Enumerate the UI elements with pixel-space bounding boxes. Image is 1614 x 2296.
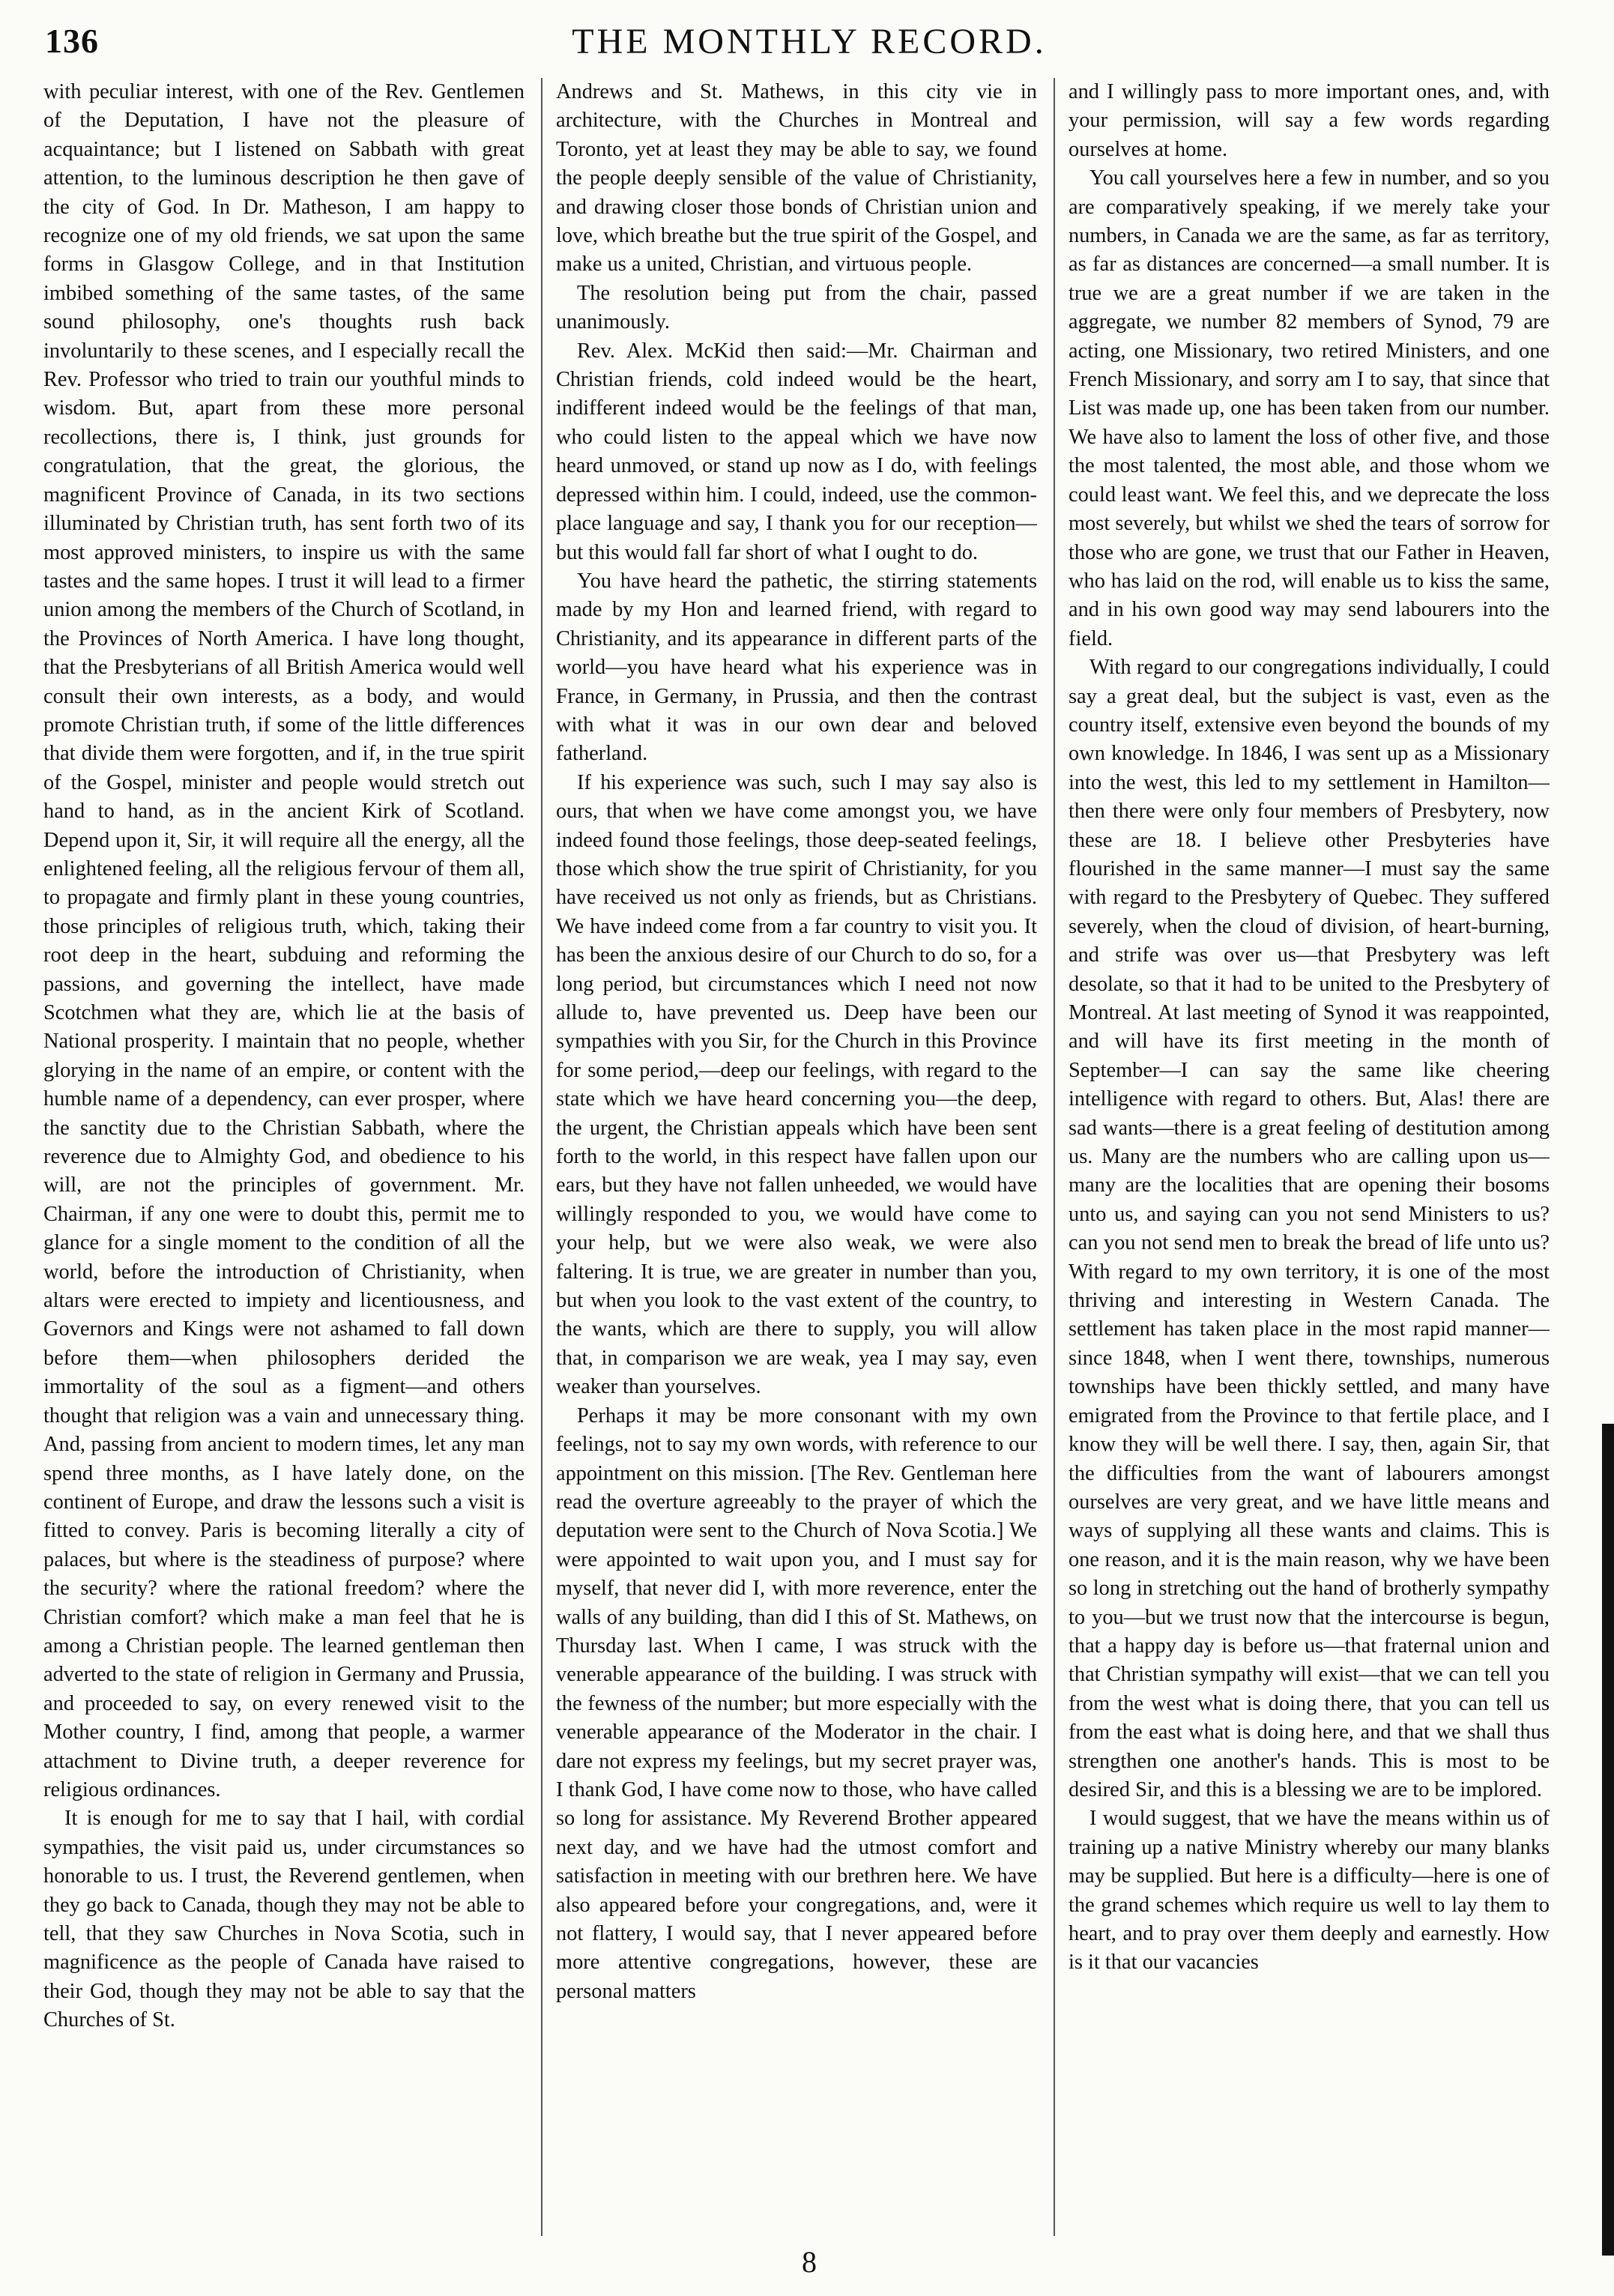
column-3-paragraph: With regard to our congregations individually, I could say a great deal, but the subject is vast, even as the country itself, extensive even beyond the bounds of my own knowledge. In 1846, I was sent up as a Missionary into the west, this led to my settlement in Hamilton—then there were only four members of Presbytery, now these are 18. I believe other Presbyteries have flourished in the same manner—I must say the same with regard to the Presbytery of Quebec. They suffered severely, when the cloud of division, of heart-burning, and strife was over us—that Presbytery was left desolate, so that it had to be united to the Presbytery of Montreal. At last meeting of Synod it was reappointed, and will have its first meeting in the month of September—I can say the same like cheering intelligence with regard to others. But, Alas! there are sad wants—there is a great feeling of destitution among us. Many are the numbers who are calling upon us—many are the localities that are opening their bosoms unto us, and saying can you not send Ministers to us? can you not send men to break the bread of life unto us? With regard to my own territory, it is one of the most thriving and interesting in Western Canada. The settlement has taken place in the most rapid manner—since 1848, when I went there, townships, numerous townships have been thickly settled, and many have emigrated from the Province to that fertile place, and I know they will be well there. I say, then, again Sir, that the difficulties from the want of labourers amongst ourselves are very great, and we have little means and ways of supplying all these wants and claims. This is one reason, and it is the main reason, why we have been so long in stretching out the hand of brotherly sympathy to you—but we trust now that the intercourse is begun, that a happy day is before us—that fraternal union and that Christian sympathy will exist—that we can tell you from the west what is doing there, that you can tell us from the east what is doing here, and that we shall thus strengthen one another's hands. This is most to be desired Sir, and this is a blessing we are to be implored.: [1069, 656, 1550, 1801]
column-2-paragraph: The resolution being put from the chair, passed unanimously.: [556, 281, 1037, 334]
scan-edge-shadow: [1602, 1424, 1614, 2256]
column-divider: [1054, 78, 1055, 2236]
column-2-paragraph: Rev. Alex. McKid then said:—Mr. Chairman and Christian friends, cold indeed would be the heart, indifferent indeed would be the feelings of that man, who could listen to the appeal which we have now heard unmoved, or stand up now as I do, with feelings depressed within him. I could, indeed, use the common-place language and say, I thank you for our reception—but this would fall far short of what I ought to do.: [556, 339, 1037, 564]
column-2: [556, 78, 1037, 2236]
running-head: THE MONTHLY RECORD.: [572, 22, 1047, 61]
page-header: [45, 21, 1574, 73]
column-1-paragraph: It is enough for me to say that I hail, with cordial sympathies, the visit paid us, under circumstances so honorable to us. I trust, the Reverend gentlemen, when they go back to Canada, though they may not be able to tell, that they saw Churches in Nova Scotia, such in magnificence as the people of Canada have raised to their God, though they may not be able to say that the Churches of St.: [43, 1807, 525, 2032]
column-2-paragraph: You have heard the pathetic, the stirring statements made by my Hon and learned friend, with regard to Christianity, and its appearance in different parts of the world—you have heard what his experience was in France, in Germany, in Prussia, and then the contrast with what it was in our own dear and beloved fatherland.: [556, 569, 1037, 766]
column-3-paragraph: I would suggest, that we have the means within us of training up a native Ministry whereby our many blanks may be supplied. But here is a difficulty—here is one of the grand schemes which require us well to lay them to heart, and to pray over them deeply and earnestly. How is it that our vacancies: [1069, 1807, 1550, 1975]
column-3-paragraph: and I willingly pass to more important ones, and, with your permission, will say a few words regarding ourselves at home.: [1069, 80, 1550, 161]
column-2-paragraph: Perhaps it may be more consonant with my own feelings, not to say my own words, with reference to our appointment on this mission. [The Rev. Gentleman here read the overture agreeably to the prayer of which the deputation were sent to the Church of Nova Scotia.] We were appointed to wait upon you, and I must say for myself, that never did I, with more reverence, enter the walls of any building, than did I this of St. Mathews, on Thursday last. When I came, I was struck with the venerable appearance of the building. I was struck with the fewness of the number; but more especially with the venerable appearance of the Moderator in the chair. I dare not express my feelings, but my secret prayer was, I thank God, I have come now to those, who have called so long for assistance. My Reverend Brother appeared next day, and we have had the utmost comfort and satisfaction in meeting with our brethren here. We have also appeared before your congregations, and, were it not flattery, I would say, that I never appeared before more attentive congregations, however, these are personal matters: [556, 1404, 1037, 2003]
column-3-paragraph: You call yourselves here a few in number, and so you are comparatively speaking, if we merely take your numbers, in Canada we are the same, as far as territory, as far as distances are concerned—a small number. It is true we are a great number if we are taken in the aggregate, we number 82 members of Synod, 79 are acting, one Missionary, two retired Ministers, and one French Missionary, and sorry am I to say, that since that List was made up, one has been taken from our number. We have also to lament the loss of other five, and those the most talented, the most able, and those whom we could least want. We feel this, and we deprecate the loss most severely, but whilst we shed the tears of sorrow for those who are gone, we trust that our Father in Heaven, who has laid on the rod, will enable us to kiss the same, and in his own good way may send labourers into the field.: [1069, 166, 1550, 650]
column-3: [1069, 78, 1550, 2236]
column-2-paragraph: Andrews and St. Mathews, in this city vie in architecture, with the Churches in Montreal and Toronto, yet at least they may be able to say, we found the people deeply sensible of the value of Christianity, and drawing closer those bonds of Christian union and love, which breathe but the true spirit of the Gospel, and make us a united, Christian, and virtuous people.: [556, 80, 1037, 277]
column-divider: [541, 78, 542, 2236]
signature-mark: 8: [802, 2245, 817, 2279]
page-number: 136: [45, 22, 99, 60]
column-1: [43, 78, 525, 2236]
column-2-paragraph: If his experience was such, such I may say also is ours, that when we have come amongst you, we have indeed found those feelings, those deep-seated feelings, those which show the true spirit of Christianity, for you have received us not only as friends, but as Christians. We have indeed come from a far country to visit you. It has been the anxious desire of our Church to do so, for a long period, but circumstances which I need not now allude to, have prevented us. Deep have been our sympathies with you Sir, for the Church in this Province for some period,—deep our feelings, with regard to the state which we have heard concerning you—the deep, the urgent, the Christian appeals which have been sent forth to the world, in this respect have fallen upon our ears, but they have not fallen unheeded, we would have willingly responded to you, we would have come to your help, but we were also weak, we were also faltering. It is true, we are greater in number than you, but when you look to the vast extent of the country, to the wants, which are there to supply, you will allow that, in comparison we are weak, yea I may say, even weaker than yourselves.: [556, 770, 1037, 1399]
text-columns: [43, 78, 1587, 2236]
column-1-paragraph: with peculiar interest, with one of the Rev. Gentlemen of the Deputation, I have not the pleasure of acquaintance; but I listened on Sabbath with great attention, to the luminous description he then gave of the city of God. In Dr. Matheson, I am happy to recognize one of my old friends, we sat upon the same forms in Glasgow College, and in that Institution imbibed something of the same tastes, of the same sound philosophy, one's thoughts rush back involuntarily to these scenes, and I especially recall the Rev. Professor who tried to train our youthful minds to wisdom. But, apart from these more personal recollections, there is, I think, just grounds for congratulation, that the great, the glorious, the magnificent Province of Canada, in its two sections illuminated by Christian truth, has sent forth two of its most approved ministers, to inspire us with the same tastes and the same hopes. I trust it will lead to a firmer union among the members of the Church of Scotland, in the Provinces of North America. I have long thought, that the Presbyterians of all British America would well consult their own interests, as a body, and would promote Christian truth, if some of the little differences that divide them were forgotten, and if, in the true spirit of the Gospel, minister and people would stretch out hand to hand, as in the ancient Kirk of Scotland. Depend upon it, Sir, it will require all the energy, all the enlightened feeling, all the religious fervour of them all, to propagate and firmly plant in these young countries, those principles of religious truth, which, taking their root deep in the heart, subduing and reforming the passions, and governing the intellect, have made Scotchmen what they are, which lie at the basis of National prosperity. I maintain that no people, whether glorying in the name of an empire, or content with the humble name of a dependency, can ever prosper, where the sanctity due to the Christian Sabbath, where the reverence due to Almighty God, and obedience to his will, are not the principles of government. Mr. Chairman, if any one were to doubt this, permit me to glance for a single moment to the condition of all the world, before the introduction of Christianity, when altars were erected to impiety and licentiousness, and Governors and Kings were not ashamed to fall down before them—when philosophers derided the immortality of the soul as a figment—and others thought that religion was a vain and unnecessary thing. And, passing from ancient to modern times, let any man spend three months, as I have lately done, on the continent of Europe, and draw the lessons such a visit is fitted to convey. Paris is becoming literally a city of palaces, but where is the steadiness of purpose? where the security? where the rational freedom? where the Christian comfort? which make a man feel that he is among a Christian people. The learned gentleman then adverted to the state of religion in Germany and Prussia, and proceeded to say, on every renewed visit to the Mother country, I find, among that people, a warmer attachment to Divine truth, a deeper reverence for religious ordinances.: [43, 80, 525, 1801]
